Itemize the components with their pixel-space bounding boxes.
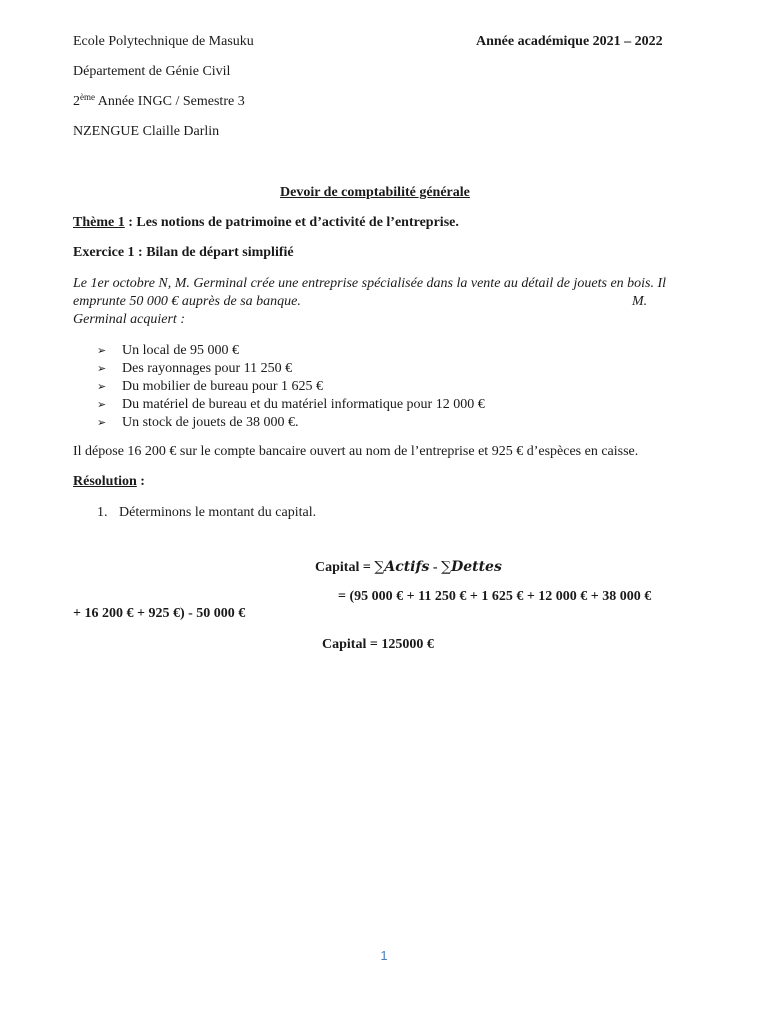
page-number: 1 [380, 948, 388, 963]
calculation-line-2: + 16 200 € + 925 €) - 50 000 € [73, 606, 246, 621]
sum-symbol: ∑ [374, 559, 385, 575]
capital-result: Capital = 125000 € [322, 637, 434, 652]
acquisitions-list [97, 342, 485, 432]
school-name: Ecole Polytechnique de Masuku [73, 34, 254, 49]
resolution-heading: Résolution : [73, 474, 145, 489]
statement-line-2-right: M. [632, 294, 648, 309]
statement-line-2 [73, 293, 693, 311]
class-level [73, 93, 245, 111]
theme-text: : Les notions de patrimoine et d’activité de l’entreprise. [124, 215, 459, 230]
arrow-bullet-icon: ➢ [97, 363, 107, 375]
arrow-bullet-icon: ➢ [97, 417, 107, 429]
sum-symbol: ∑ [441, 559, 452, 575]
statement-line-2-left: emprunte 50 000 € auprès de sa banque. [73, 294, 301, 309]
year-rest: Année INGC / Semestre 3 [95, 94, 245, 109]
capital-formula: Capital = ∑Actifs - ∑Dettes [315, 559, 502, 575]
deposit-statement: Il dépose 16 200 € sur le compte bancaire ouvert au nom de l’entreprise et 925 € d’espèces en caisse. [73, 444, 639, 459]
statement-line-1: Le 1er octobre N, M. Germinal crée une entreprise spécialisée dans la vente au détail de jouets en bois. Il [73, 276, 667, 291]
list-item: ➢ Du mobilier de bureau pour 1 625 € [97, 379, 324, 394]
statement-line-3: Germinal acquiert : [73, 312, 185, 327]
arrow-bullet-icon: ➢ [97, 381, 107, 393]
list-item: ➢ Un stock de jouets de 38 000 €. [97, 415, 299, 430]
dettes-term: Dettes [451, 559, 502, 575]
list-item: ➢ Des rayonnages pour 11 250 € [97, 361, 293, 376]
list-item: ➢ Un local de 95 000 € [97, 343, 240, 358]
theme-heading [73, 214, 459, 232]
exercise-title: Exercice 1 : Bilan de départ simplifié [73, 245, 294, 260]
year-number: 2 [73, 94, 80, 109]
student-name: NZENGUE Claille Darlin [73, 124, 220, 139]
year-superscript: ème [80, 92, 95, 102]
step-text: Déterminons le montant du capital. [119, 505, 317, 520]
resolution-label: Résolution [73, 474, 137, 489]
academic-year: Année académique 2021 – 2022 [476, 34, 663, 49]
actifs-term: Actifs [384, 559, 430, 575]
list-item: ➢ Du matériel de bureau et du matériel informatique pour 12 000 € [97, 397, 485, 412]
exercise-statement [73, 275, 693, 329]
calculation-line-1: = (95 000 € + 11 250 € + 1 625 € + 12 000 € + 38 000 € [338, 589, 652, 604]
step-number: 1. [97, 505, 108, 520]
arrow-bullet-icon: ➢ [97, 399, 107, 411]
theme-label: Thème 1 [73, 215, 125, 230]
arrow-bullet-icon: ➢ [97, 345, 107, 357]
department-name: Département de Génie Civil [73, 64, 231, 79]
document-title: Devoir de comptabilité générale [280, 185, 470, 200]
